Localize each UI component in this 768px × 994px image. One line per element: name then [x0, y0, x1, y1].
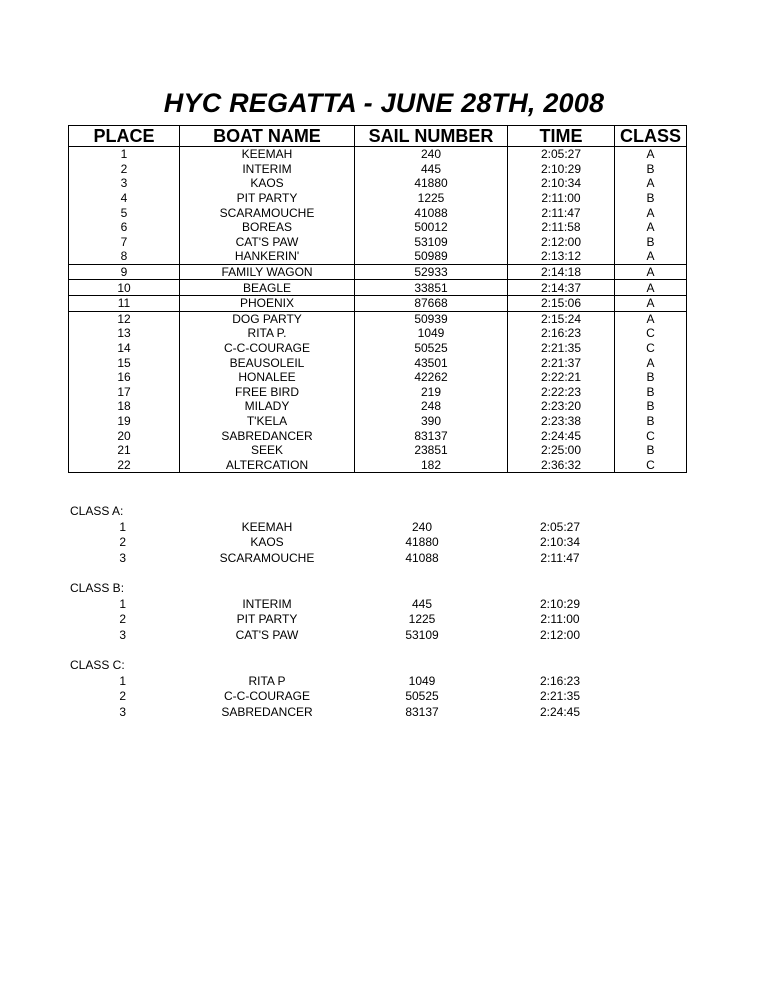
cell-boat-name: MILADY — [180, 399, 355, 414]
cell-sail-number: 83137 — [355, 428, 508, 443]
class-row — [70, 535, 670, 550]
class-row-boat-name: INTERIM — [242, 596, 292, 611]
class-row-boat-name: KAOS — [250, 535, 284, 549]
table-row — [69, 443, 687, 458]
cell-place: 18 — [69, 399, 180, 414]
class-heading: CLASS C: — [70, 658, 125, 672]
class-row-place: 3 — [119, 704, 126, 719]
cell-time: 2:21:37 — [508, 355, 615, 370]
table-row — [69, 235, 687, 250]
cell-time: 2:12:00 — [508, 235, 615, 250]
cell-time: 2:11:47 — [508, 205, 615, 220]
cell-sail-number: 50525 — [355, 341, 508, 356]
cell-time: 2:25:00 — [508, 443, 615, 458]
cell-place: 3 — [69, 176, 180, 191]
cell-place: 21 — [69, 443, 180, 458]
cell-sail-number: 1225 — [355, 191, 508, 206]
cell-sail-number: 50012 — [355, 220, 508, 235]
cell-boat-name: PHOENIX — [180, 295, 355, 311]
cell-time: 2:05:27 — [508, 147, 615, 162]
cell-class: B — [615, 399, 687, 414]
class-row — [70, 597, 670, 612]
table-row — [69, 414, 687, 429]
cell-class: B — [615, 162, 687, 177]
cell-time: 2:11:58 — [508, 220, 615, 235]
cell-class: A — [615, 355, 687, 370]
results-table — [68, 125, 687, 473]
class-row-place: 3 — [119, 627, 126, 642]
cell-sail-number: 52933 — [355, 264, 508, 280]
class-row-time: 2:10:29 — [539, 596, 581, 611]
class-row-sail-number: 50525 — [405, 689, 439, 703]
class-row — [70, 689, 670, 704]
class-row-time: 2:11:47 — [540, 550, 580, 565]
cell-sail-number: 33851 — [355, 280, 508, 296]
class-row-place: 1 — [119, 596, 126, 611]
cell-class: A — [615, 295, 687, 311]
cell-boat-name: T'KELA — [180, 414, 355, 429]
table-row — [69, 311, 687, 326]
cell-time: 2:14:18 — [508, 264, 615, 280]
table-row — [69, 399, 687, 414]
table-row — [69, 428, 687, 443]
header-place: PLACE — [69, 126, 180, 147]
class-row-boat-name: PIT PARTY — [236, 612, 298, 626]
cell-class: A — [615, 280, 687, 296]
class-row-place: 3 — [119, 550, 126, 565]
table-header-row — [69, 126, 687, 147]
class-row — [70, 551, 670, 566]
cell-sail-number: 240 — [355, 147, 508, 162]
class-row-time: 2:24:45 — [539, 704, 581, 719]
cell-place: 13 — [69, 326, 180, 341]
class-row-place: 2 — [119, 689, 126, 703]
cell-class: B — [615, 235, 687, 250]
cell-sail-number: 50939 — [355, 311, 508, 326]
cell-class: B — [615, 385, 687, 400]
class-row-time: 2:11:00 — [540, 612, 580, 626]
table-row — [69, 249, 687, 264]
page-title: HYC REGATTA - JUNE 28TH, 2008 — [163, 88, 605, 118]
cell-place: 1 — [69, 147, 180, 162]
cell-class: C — [615, 457, 687, 472]
cell-boat-name: HONALEE — [180, 370, 355, 385]
cell-class: A — [615, 176, 687, 191]
class-row-sail-number: 240 — [411, 519, 433, 534]
table-row — [69, 205, 687, 220]
cell-place: 8 — [69, 249, 180, 264]
class-row — [70, 612, 670, 627]
cell-boat-name: SABREDANCER — [180, 428, 355, 443]
class-row-time: 2:05:27 — [539, 519, 581, 534]
cell-place: 11 — [69, 295, 180, 311]
table-row — [69, 191, 687, 206]
cell-boat-name: SCARAMOUCHE — [180, 205, 355, 220]
cell-boat-name: FREE BIRD — [180, 385, 355, 400]
header-time: TIME — [508, 126, 615, 147]
cell-sail-number: 23851 — [355, 443, 508, 458]
cell-class: A — [615, 220, 687, 235]
class-row-boat-name: RITA P — [248, 673, 286, 688]
cell-place: 19 — [69, 414, 180, 429]
results-table-body — [69, 147, 687, 473]
cell-class: C — [615, 341, 687, 356]
class-row-boat-name: CAT'S PAW — [235, 627, 299, 642]
cell-place: 16 — [69, 370, 180, 385]
table-row — [69, 385, 687, 400]
cell-boat-name: KEEMAH — [180, 147, 355, 162]
class-row — [70, 705, 670, 720]
class-row — [70, 628, 670, 643]
cell-sail-number: 41088 — [355, 205, 508, 220]
cell-class: B — [615, 191, 687, 206]
cell-boat-name: C-C-COURAGE — [180, 341, 355, 356]
cell-boat-name: KAOS — [180, 176, 355, 191]
class-row-boat-name: KEEMAH — [241, 519, 293, 534]
cell-place: 17 — [69, 385, 180, 400]
class-row-sail-number: 445 — [411, 596, 433, 611]
class-row-boat-name: SABREDANCER — [221, 704, 313, 719]
cell-time: 2:36:32 — [508, 457, 615, 472]
cell-sail-number: 41880 — [355, 176, 508, 191]
cell-place: 20 — [69, 428, 180, 443]
cell-boat-name: ALTERCATION — [180, 457, 355, 472]
cell-place: 7 — [69, 235, 180, 250]
class-row — [70, 674, 670, 689]
cell-place: 10 — [69, 280, 180, 296]
cell-place: 22 — [69, 457, 180, 472]
class-row-boat-name: SCARAMOUCHE — [219, 550, 315, 565]
cell-class: B — [615, 414, 687, 429]
cell-sail-number: 182 — [355, 457, 508, 472]
cell-class: A — [615, 264, 687, 280]
class-row — [70, 520, 670, 535]
class-row-sail-number: 41880 — [405, 535, 439, 549]
cell-place: 5 — [69, 205, 180, 220]
table-row — [69, 176, 687, 191]
cell-class: B — [615, 370, 687, 385]
cell-time: 2:15:24 — [508, 311, 615, 326]
cell-boat-name: BEAUSOLEIL — [180, 355, 355, 370]
cell-boat-name: CAT'S PAW — [180, 235, 355, 250]
header-sail-number: SAIL NUMBER — [355, 126, 508, 147]
class-row-sail-number: 1049 — [408, 673, 436, 688]
class-row-time: 2:16:23 — [539, 673, 581, 688]
cell-time: 2:10:34 — [508, 176, 615, 191]
cell-time: 2:15:06 — [508, 295, 615, 311]
header-class: CLASS — [615, 126, 687, 147]
cell-boat-name: INTERIM — [180, 162, 355, 177]
class-row-time: 2:10:34 — [539, 535, 581, 549]
table-row — [69, 457, 687, 472]
cell-boat-name: BEAGLE — [180, 280, 355, 296]
class-heading: CLASS B: — [70, 581, 125, 595]
cell-time: 2:21:35 — [508, 341, 615, 356]
table-row — [69, 162, 687, 177]
cell-class: B — [615, 443, 687, 458]
class-row-boat-name: C-C-COURAGE — [224, 689, 310, 703]
cell-time: 2:23:38 — [508, 414, 615, 429]
class-row-place: 1 — [119, 519, 126, 534]
cell-boat-name: HANKERIN' — [180, 249, 355, 264]
cell-time: 2:22:21 — [508, 370, 615, 385]
table-row — [69, 147, 687, 162]
cell-sail-number: 390 — [355, 414, 508, 429]
class-heading: CLASS A: — [70, 504, 124, 518]
cell-sail-number: 50989 — [355, 249, 508, 264]
cell-time: 2:16:23 — [508, 326, 615, 341]
cell-class: A — [615, 249, 687, 264]
class-row-place: 1 — [119, 673, 126, 688]
cell-place: 4 — [69, 191, 180, 206]
cell-place: 15 — [69, 355, 180, 370]
table-row — [69, 355, 687, 370]
table-row — [69, 341, 687, 356]
cell-time: 2:22:23 — [508, 385, 615, 400]
cell-sail-number: 87668 — [355, 295, 508, 311]
cell-place: 6 — [69, 220, 180, 235]
cell-sail-number: 1049 — [355, 326, 508, 341]
cell-class: C — [615, 428, 687, 443]
table-row — [69, 295, 687, 311]
class-row-sail-number: 1225 — [408, 612, 436, 626]
cell-boat-name: PIT PARTY — [180, 191, 355, 206]
cell-time: 2:23:20 — [508, 399, 615, 414]
cell-time: 2:13:12 — [508, 249, 615, 264]
table-row — [69, 370, 687, 385]
cell-sail-number: 43501 — [355, 355, 508, 370]
cell-class: A — [615, 147, 687, 162]
cell-time: 2:14:37 — [508, 280, 615, 296]
header-boat-name: BOAT NAME — [180, 126, 355, 147]
cell-place: 14 — [69, 341, 180, 356]
cell-sail-number: 42262 — [355, 370, 508, 385]
cell-place: 9 — [69, 264, 180, 280]
class-row-time: 2:21:35 — [539, 689, 581, 703]
cell-place: 2 — [69, 162, 180, 177]
cell-class: C — [615, 326, 687, 341]
cell-boat-name: RITA P. — [180, 326, 355, 341]
class-row-sail-number: 41088 — [405, 550, 439, 565]
cell-boat-name: FAMILY WAGON — [180, 264, 355, 280]
cell-time: 2:24:45 — [508, 428, 615, 443]
class-row-sail-number: 53109 — [405, 627, 439, 642]
cell-sail-number: 445 — [355, 162, 508, 177]
cell-place: 12 — [69, 311, 180, 326]
cell-time: 2:10:29 — [508, 162, 615, 177]
cell-boat-name: BOREAS — [180, 220, 355, 235]
class-row-time: 2:12:00 — [539, 627, 581, 642]
class-row-place: 2 — [119, 535, 126, 549]
table-row — [69, 280, 687, 296]
cell-sail-number: 248 — [355, 399, 508, 414]
cell-class: A — [615, 205, 687, 220]
table-row — [69, 220, 687, 235]
table-row — [69, 264, 687, 280]
cell-boat-name: SEEK — [180, 443, 355, 458]
cell-boat-name: DOG PARTY — [180, 311, 355, 326]
cell-time: 2:11:00 — [508, 191, 615, 206]
class-row-place: 2 — [119, 612, 126, 626]
cell-sail-number: 53109 — [355, 235, 508, 250]
cell-sail-number: 219 — [355, 385, 508, 400]
cell-class: A — [615, 311, 687, 326]
table-row — [69, 326, 687, 341]
class-row-sail-number: 83137 — [405, 704, 439, 719]
